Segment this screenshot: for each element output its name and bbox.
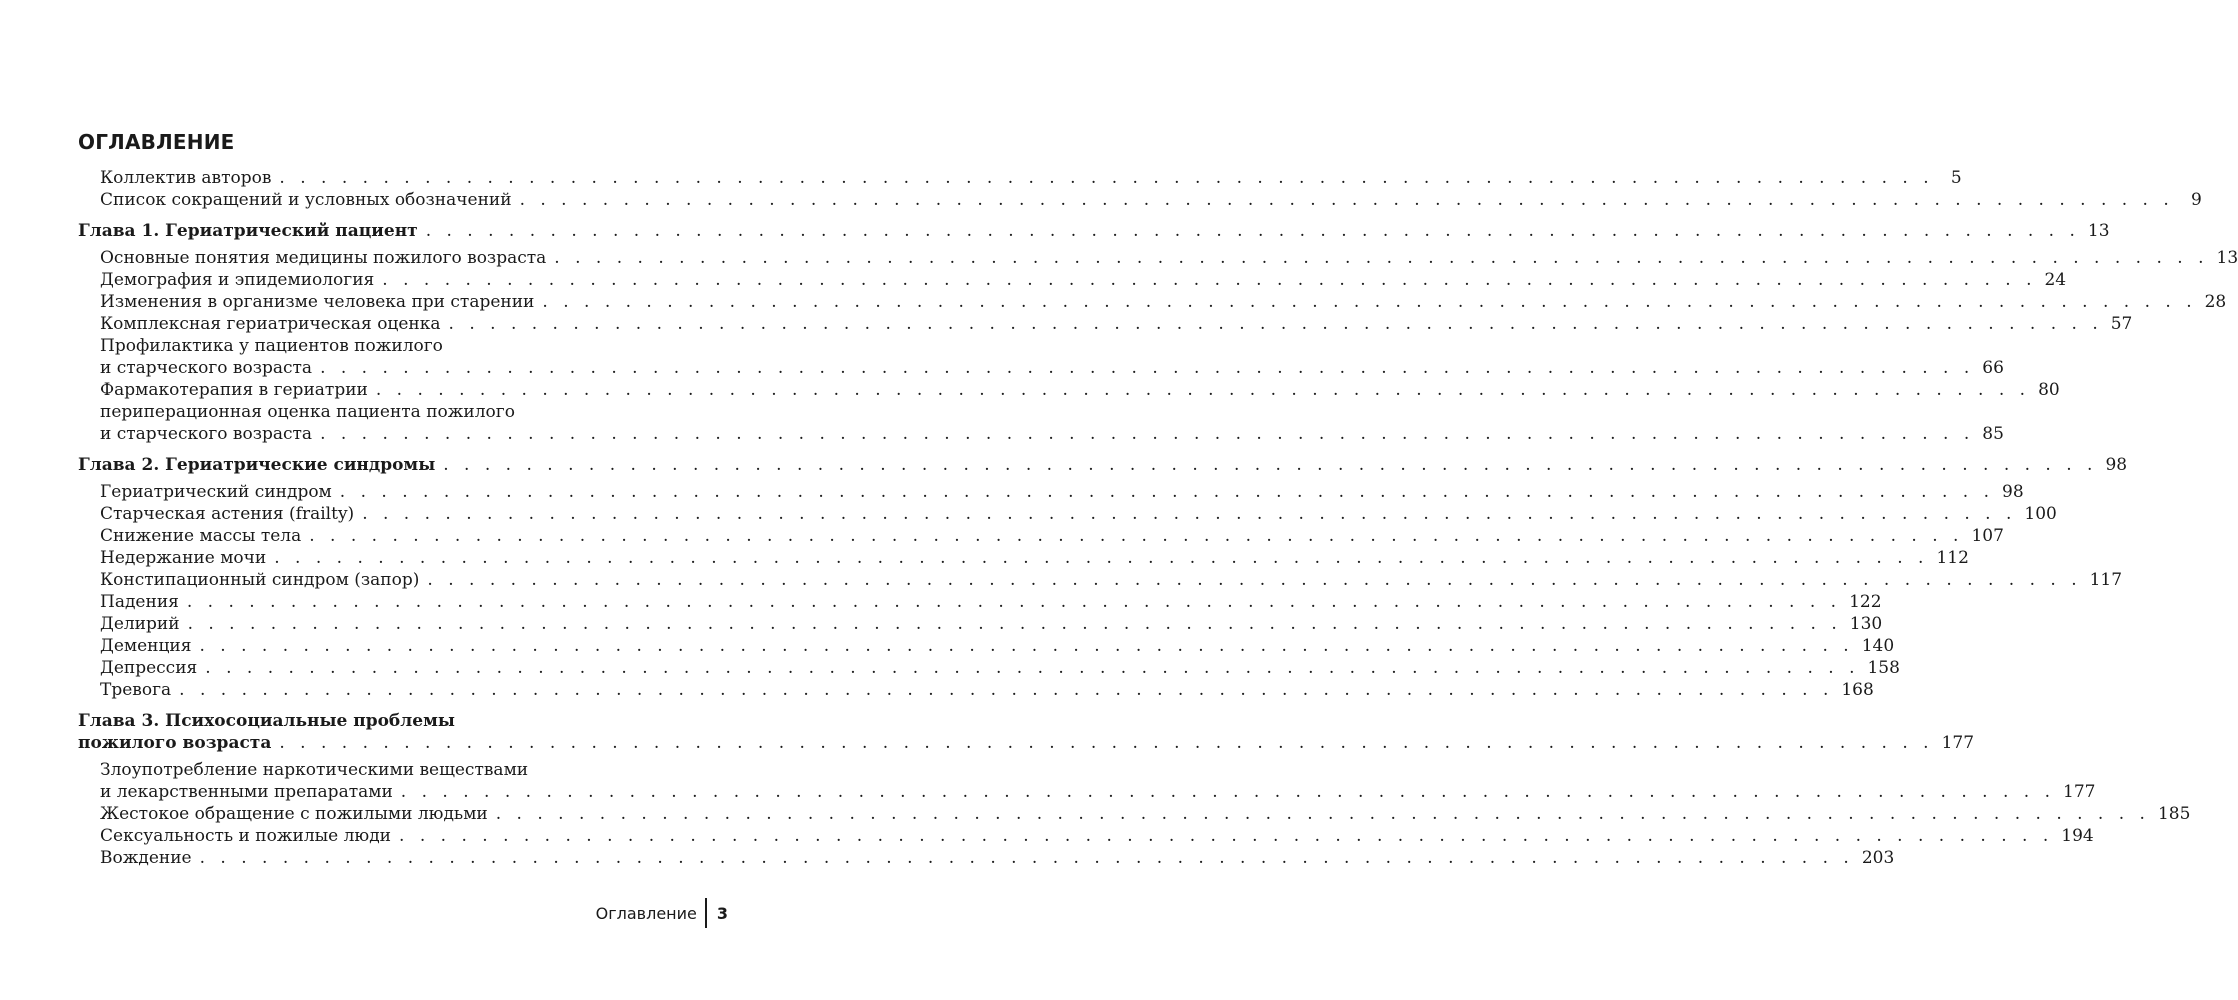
dot-leader: . . . . . . . . . . . . . . . . . . . . . . . . . . . . . . . . . . . . . . . . . . . . . . . . . . . . . . . . . . . . . . . . . . . . . . . . . . . . . . . . xyxy=(443,455,2098,475)
toc-entry-page: 203 xyxy=(1861,848,1895,868)
toc-entry[interactable] xyxy=(100,423,2004,445)
chapter-title: пожилого возраста xyxy=(78,733,272,753)
toc-entry-label: Коллектив авторов xyxy=(100,168,272,188)
toc-entry-page: 100 xyxy=(2024,504,2057,524)
toc-entry[interactable] xyxy=(100,825,2094,847)
dot-leader: . . . . . . . . . . . . . . . . . . . . . . . . . . . . . . . . . . . . . . . . . . . . . . . . . . . . . . . . . . . . . . . . . . . . . . . . . . . . . . . . xyxy=(279,168,1934,188)
toc-entry-page: 185 xyxy=(2157,804,2191,824)
dot-leader: . . . . . . . . . . . . . . . . . . . . . . . . . . . . . . . . . . . . . . . . . . . . . . . . . . . . . . . . . . . . . . . . . . . . . . . . . . . . . . . . xyxy=(382,270,2037,290)
chapter-title: Глава 1. Гериатрический пациент xyxy=(78,221,418,241)
toc-entry-page: 140 xyxy=(1861,636,1895,656)
dot-leader: . . . . . . . . . . . . . . . . . . . . . . . . . . . . . . . . . . . . . . . . . . . . . . . . . . . . . . . . . . . . . . . . . . . . . . . . . . . . . . . . xyxy=(362,504,2017,524)
dot-leader: . . . . . . . . . . . . . . . . . . . . . . . . . . . . . . . . . . . . . . . . . . . . . . . . . . . . . . . . . . . . . . . . . . . . . . . . . . . . . . . . xyxy=(427,570,2082,590)
toc-entry-label: Констипационный синдром (запор) xyxy=(100,570,420,590)
toc-entry-page: 66 xyxy=(1982,358,2004,378)
toc-entry[interactable] xyxy=(100,357,2004,379)
toc-entry[interactable] xyxy=(100,847,1895,869)
toc-chapter-1[interactable] xyxy=(78,220,2110,242)
page-number: 3 xyxy=(716,903,728,923)
toc-entry-label: Снижение массы тела xyxy=(100,526,302,546)
toc-entry-label-line1: периперационная оценка пациента пожилого xyxy=(100,402,515,422)
toc-entry-label: Падения xyxy=(100,592,179,612)
toc-entry-page: 80 xyxy=(2038,380,2060,400)
toc-entry-label: Депрессия xyxy=(100,658,198,678)
dot-leader: . . . . . . . . . . . . . . . . . . . . . . . . . . . . . . . . . . . . . . . . . . . . . . . . . . . . . . . . . . . . . . . . . . . . . . . . . . . . . . . . xyxy=(186,592,1842,612)
table-of-contents xyxy=(78,167,2238,869)
footer-divider xyxy=(705,898,707,928)
dot-leader: . . . . . . . . . . . . . . . . . . . . . . . . . . . . . . . . . . . . . . . . . . . . . . . . . . . . . . . . . . . . . . . . . . . . . . . . . . . . . . . . xyxy=(519,190,2174,210)
toc-entry-abbreviations[interactable] xyxy=(100,189,2202,211)
toc-entry-label: Старческая астения (frailty) xyxy=(100,504,355,524)
toc-entry-label: Фармакотерапия в гериатрии xyxy=(100,380,368,400)
dot-leader: . . . . . . . . . . . . . . . . . . . . . . . . . . . . . . . . . . . . . . . . . . . . . . . . . . . . . . . . . . . . . . . . . . . . . . . . . . . . . . . . xyxy=(400,782,2056,802)
toc-entry-page: 24 xyxy=(2044,270,2067,290)
dot-leader: . . . . . . . . . . . . . . . . . . . . . . . . . . . . . . . . . . . . . . . . . . . . . . . . . . . . . . . . . . . . . . . . . . . . . . . . . . . . . . . . xyxy=(199,636,1854,656)
dot-leader: . . . . . . . . . . . . . . . . . . . . . . . . . . . . . . . . . . . . . . . . . . . . . . . . . . . . . . . . . . . . . . . . . . . . . . . . . . . . . . . . xyxy=(320,358,1975,378)
toc-entry-label: Комплексная гериатрическая оценка xyxy=(100,314,441,334)
toc-entry[interactable] xyxy=(100,679,1874,701)
toc-entry-page: 57 xyxy=(2110,314,2133,334)
toc-entry-label: Список сокращений и условных обозначений xyxy=(100,190,512,210)
dot-leader: . . . . . . . . . . . . . . . . . . . . . . . . . . . . . . . . . . . . . . . . . . . . . . . . . . . . . . . . . . . . . . . . . . . . . . . . . . . . . . . . xyxy=(309,526,1964,546)
toc-entry-label-line1: Профилактика у пациентов пожилого xyxy=(100,336,443,356)
dot-leader: . . . . . . . . . . . . . . . . . . . . . . . . . . . . . . . . . . . . . . . . . . . . . . . . . . . . . . . . . . . . . . . . . . . . . . . . . . . . . . . . xyxy=(187,614,1842,634)
toc-entry-page: 13 xyxy=(2216,248,2238,268)
toc-entry[interactable] xyxy=(100,269,2067,291)
toc-entry-label: и старческого возраста xyxy=(100,358,313,378)
toc-entry-page: 98 xyxy=(2002,482,2024,502)
dot-leader: . . . . . . . . . . . . . . . . . . . . . . . . . . . . . . . . . . . . . . . . . . . . . . . . . . . . . . . . . . . . . . . . . . . . . . . . . . . . . . . . xyxy=(279,733,1934,753)
toc-entry[interactable] xyxy=(100,481,2024,503)
toc-entry[interactable] xyxy=(100,247,2238,269)
toc-entry-label: Тревога xyxy=(100,680,172,700)
toc-entry-label: Сексуальность и пожилые люди xyxy=(100,826,392,846)
dot-leader: . . . . . . . . . . . . . . . . . . . . . . . . . . . . . . . . . . . . . . . . . . . . . . . . . . . . . . . . . . . . . . . . . . . . . . . . . . . . . . . . xyxy=(339,482,1995,502)
toc-entry-label: Демография и эпидемиология xyxy=(100,270,375,290)
chapter-title-line1: Глава 3. Психосоциальные проблемы xyxy=(78,711,455,731)
toc-entry[interactable] xyxy=(100,503,2057,525)
dot-leader: . . . . . . . . . . . . . . . . . . . . . . . . . . . . . . . . . . . . . . . . . . . . . . . . . . . . . . . . . . . . . . . . . . . . . . . . . . . . . . . . xyxy=(495,804,2150,824)
toc-entry[interactable] xyxy=(100,657,1900,679)
dot-leader: . . . . . . . . . . . . . . . . . . . . . . . . . . . . . . . . . . . . . . . . . . . . . . . . . . . . . . . . . . . . . . . . . . . . . . . . . . . . . . . . xyxy=(199,848,1854,868)
chapter-title: Глава 2. Гериатрические синдромы xyxy=(78,455,436,475)
toc-entry-page: 112 xyxy=(1936,548,1969,568)
toc-entry[interactable] xyxy=(100,591,1882,613)
toc-entry-label: Жестокое обращение с пожилыми людьми xyxy=(100,804,488,824)
toc-entry[interactable] xyxy=(100,379,2060,401)
toc-entry[interactable] xyxy=(100,569,2123,591)
dot-leader: . . . . . . . . . . . . . . . . . . . . . . . . . . . . . . . . . . . . . . . . . . . . . . . . . . . . . . . . . . . . . . . . . . . . . . . . . . . . . . . . xyxy=(448,314,2103,334)
chapter-page: 98 xyxy=(2105,455,2128,475)
toc-entry-label: Вождение xyxy=(100,848,192,868)
toc-entry[interactable] xyxy=(100,313,2133,335)
page-footer xyxy=(596,898,728,928)
toc-entry-label: и старческого возраста xyxy=(100,424,313,444)
toc-entry-label: Делирий xyxy=(100,614,180,634)
toc-chapter-3[interactable] xyxy=(78,732,1975,754)
toc-entry-label: Недержание мочи xyxy=(100,548,267,568)
toc-entry-page: 28 xyxy=(2204,292,2227,312)
toc-entry-page: 158 xyxy=(1867,658,1900,678)
toc-chapter-2[interactable] xyxy=(78,454,2128,476)
dot-leader: . . . . . . . . . . . . . . . . . . . . . . . . . . . . . . . . . . . . . . . . . . . . . . . . . . . . . . . . . . . . . . . . . . . . . . . . . . . . . . . . xyxy=(274,548,1929,568)
toc-entry-page: 117 xyxy=(2089,570,2123,590)
dot-leader: . . . . . . . . . . . . . . . . . . . . . . . . . . . . . . . . . . . . . . . . . . . . . . . . . . . . . . . . . . . . . . . . . . . . . . . . . . . . . . . . xyxy=(375,380,2031,400)
toc-entry-page: 107 xyxy=(1971,526,2004,546)
toc-entry-label: Изменения в организме человека при старении xyxy=(100,292,535,312)
toc-entry-page: 168 xyxy=(1841,680,1874,700)
dot-leader: . . . . . . . . . . . . . . . . . . . . . . . . . . . . . . . . . . . . . . . . . . . . . . . . . . . . . . . . . . . . . . . . . . . . . . . . . . . . . . . . xyxy=(205,658,1860,678)
page-title: ОГЛАВЛЕНИЕ xyxy=(78,130,235,154)
dot-leader: . . . . . . . . . . . . . . . . . . . . . . . . . . . . . . . . . . . . . . . . . . . . . . . . . . . . . . . . . . . . . . . . . . . . . . . . . . . . . . . . xyxy=(179,680,1834,700)
dot-leader: . . . . . . . . . . . . . . . . . . . . . . . . . . . . . . . . . . . . . . . . . . . . . . . . . . . . . . . . . . . . . . . . . . . . . . . . . . . . . . . . xyxy=(554,248,2209,268)
toc-entry-label: Основные понятия медицины пожилого возраста xyxy=(100,248,547,268)
toc-entry[interactable] xyxy=(100,291,2227,313)
toc-entry[interactable] xyxy=(100,525,2004,547)
toc-entry[interactable] xyxy=(100,781,2096,803)
toc-entry-page: 177 xyxy=(2063,782,2096,802)
dot-leader: . . . . . . . . . . . . . . . . . . . . . . . . . . . . . . . . . . . . . . . . . . . . . . . . . . . . . . . . . . . . . . . . . . . . . . . . . . . . . . . . xyxy=(542,292,2197,312)
toc-entry-label: Деменция xyxy=(100,636,192,656)
toc-entry[interactable] xyxy=(100,803,2191,825)
toc-entry-label-line1: Злоупотребление наркотическими веществами xyxy=(100,760,529,780)
toc-entry[interactable] xyxy=(100,613,1883,635)
toc-entry-authors[interactable] xyxy=(100,167,1962,189)
dot-leader: . . . . . . . . . . . . . . . . . . . . . . . . . . . . . . . . . . . . . . . . . . . . . . . . . . . . . . . . . . . . . . . . . . . . . . . . . . . . . . . . xyxy=(399,826,2054,846)
toc-entry-page: 85 xyxy=(1982,424,2004,444)
toc-entry-page: 194 xyxy=(2061,826,2094,846)
dot-leader: . . . . . . . . . . . . . . . . . . . . . . . . . . . . . . . . . . . . . . . . . . . . . . . . . . . . . . . . . . . . . . . . . . . . . . . . . . . . . . . . xyxy=(320,424,1975,444)
toc-entry-page: 130 xyxy=(1849,614,1883,634)
toc-entry-page: 9 xyxy=(2190,190,2202,210)
toc-entry-page: 122 xyxy=(1849,592,1882,612)
toc-entry-page: 5 xyxy=(1950,168,1962,188)
toc-entry[interactable] xyxy=(100,635,1895,657)
dot-leader: . . . . . . . . . . . . . . . . . . . . . . . . . . . . . . . . . . . . . . . . . . . . . . . . . . . . . . . . . . . . . . . . . . . . . . . . . . . . . . . . xyxy=(425,221,2080,241)
toc-entry-label: Гериатрический синдром xyxy=(100,482,332,502)
chapter-page: 13 xyxy=(2087,221,2110,241)
toc-entry[interactable] xyxy=(100,547,1969,569)
toc-entry-label: и лекарственными препаратами xyxy=(100,782,393,802)
chapter-page: 177 xyxy=(1941,733,1975,753)
running-head: Оглавление xyxy=(595,903,697,923)
